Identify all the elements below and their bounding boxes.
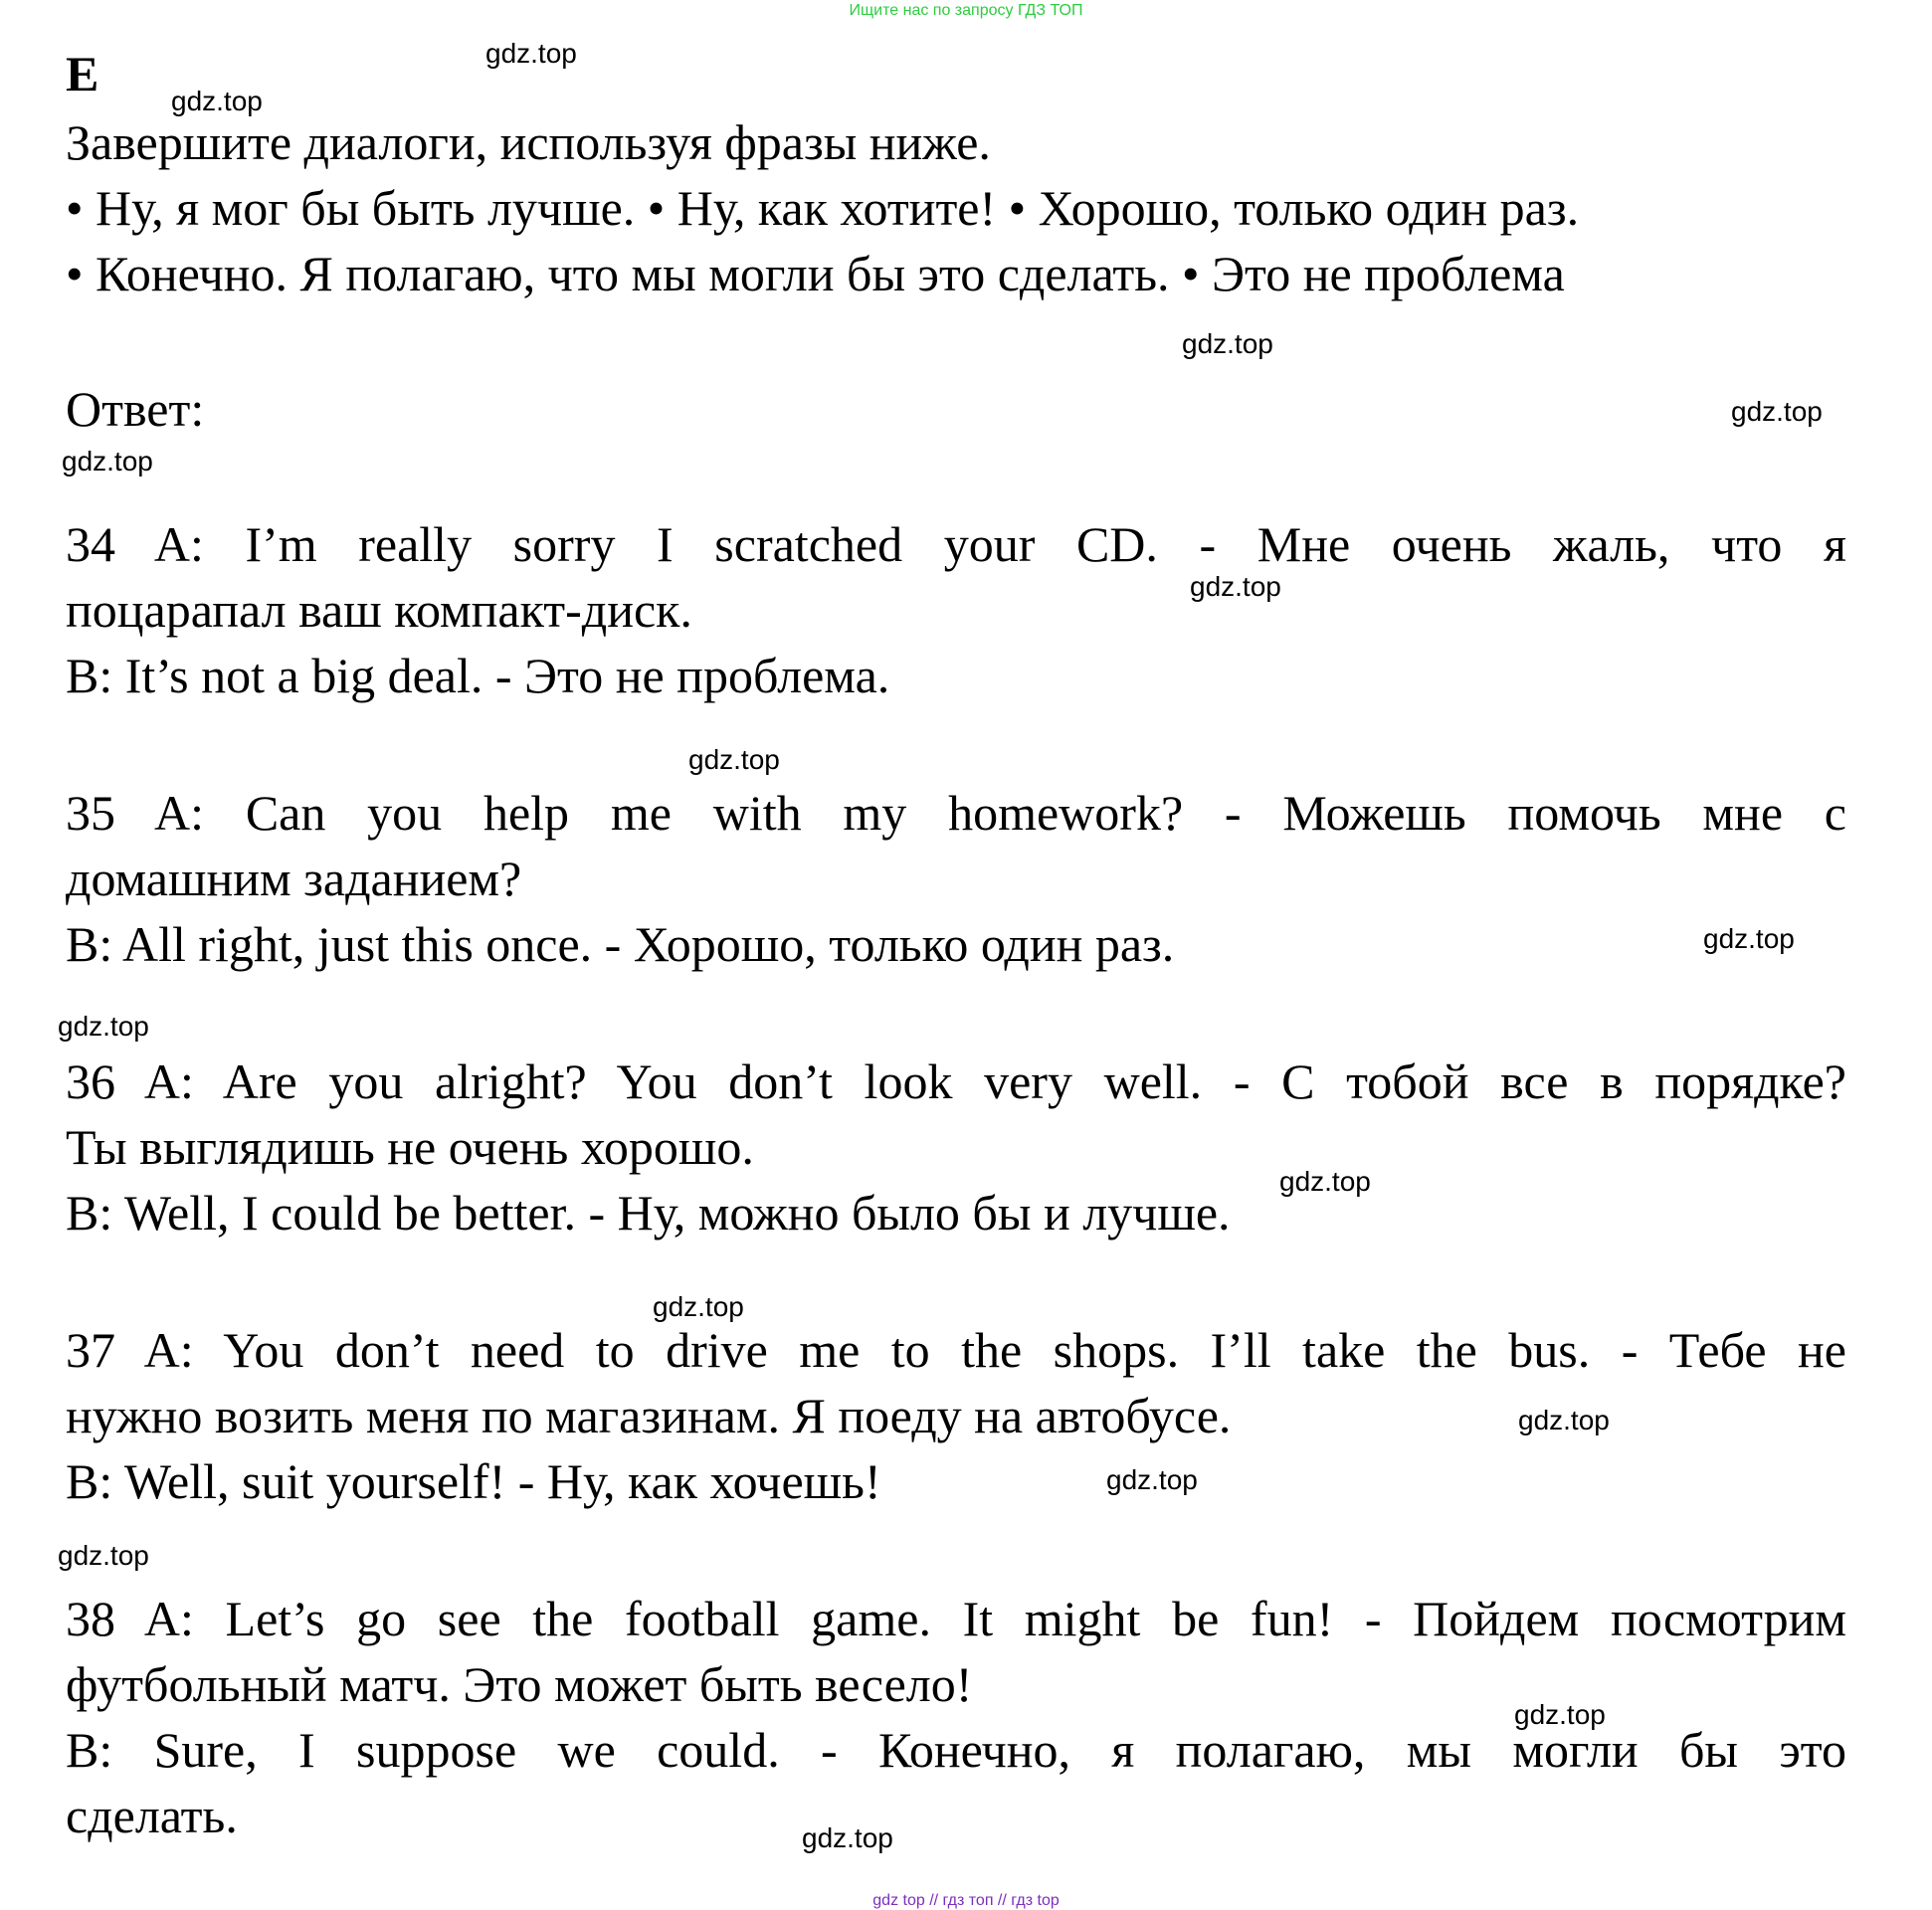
task-phrases-line-1: • Ну, я мог бы быть лучше. • Ну, как хотите! • Хорошо, только один раз. [66,180,1580,236]
dialogue-38-b-line-1: B: Sure, I suppose we could. - Конечно, я полагаю, мы могли бы это [66,1722,1846,1778]
watermark: gdz.top [688,744,780,775]
top-banner: Ищите нас по запросу ГДЗ ТОП [849,2,1083,19]
watermark: gdz.top [58,1011,149,1042]
dialogue-35-a-line-1: 35 A: Can you help me with my homework? - Можешь помочь мне с [66,785,1846,841]
task-instruction: Завершите диалоги, используя фразы ниже. [66,114,991,170]
watermark: gdz.top [1731,396,1823,427]
watermark: gdz.top [58,1540,149,1571]
dialogue-34-a-line-2: поцарапал ваш компакт-диск. [66,582,692,638]
dialogue-35-b-line-1: B: All right, just this once. - Хорошо, только один раз. [66,916,1175,972]
dialogue-37-a-line-1: 37 A: You don’t need to drive me to the shops. I’ll take the bus. - Тебе не [66,1322,1846,1378]
watermark: gdz.top [1106,1464,1198,1495]
dialogue-34-b-line-1: B: It’s not a big deal. - Это не проблема. [66,648,890,703]
watermark: gdz.top [1182,328,1273,359]
watermark: gdz.top [1703,923,1795,954]
answer-label: Ответ: [66,381,205,437]
dialogue-38-a-line-1: 38 A: Let’s go see the football game. It might be fun! - Пойдем посмотрим [66,1591,1846,1646]
watermark: gdz.top [62,446,153,477]
watermark: gdz.top [802,1822,893,1853]
footer-links: gdz top // гдз топ // гдз top [872,1892,1060,1909]
watermark: gdz.top [1514,1699,1606,1730]
watermark: gdz.top [653,1291,744,1322]
dialogue-35-a-line-2: домашним заданием? [66,851,522,906]
dialogue-38-b-line-2: сделать. [66,1788,238,1843]
dialogue-37-b-line-1: B: Well, suit yourself! - Ну, как хочешь! [66,1453,881,1509]
dialogue-36-b-line-1: B: Well, I could be better. - Ну, можно было бы и лучше. [66,1185,1231,1241]
dialogue-38-a-line-2: футбольный матч. Это может быть весело! [66,1656,973,1712]
watermark: gdz.top [1518,1405,1610,1435]
dialogue-36-a-line-2: Ты выглядишь не очень хорошо. [66,1119,754,1175]
watermark: gdz.top [171,86,263,116]
dialogue-37-a-line-2: нужно возить меня по магазинам. Я поеду на автобусе. [66,1388,1232,1443]
dialogue-36-a-line-1: 36 A: Are you alright? You don’t look very well. - С тобой все в порядке? [66,1053,1846,1109]
watermark: gdz.top [1190,571,1281,602]
section-letter: E [66,46,99,101]
watermark: gdz.top [1279,1166,1371,1197]
watermark: gdz.top [485,38,577,69]
dialogue-34-a-line-1: 34 A: I’m really sorry I scratched your CD. - Мне очень жаль, что я [66,516,1846,572]
task-phrases-line-2: • Конечно. Я полагаю, что мы могли бы это сделать. • Это не проблема [66,246,1565,301]
